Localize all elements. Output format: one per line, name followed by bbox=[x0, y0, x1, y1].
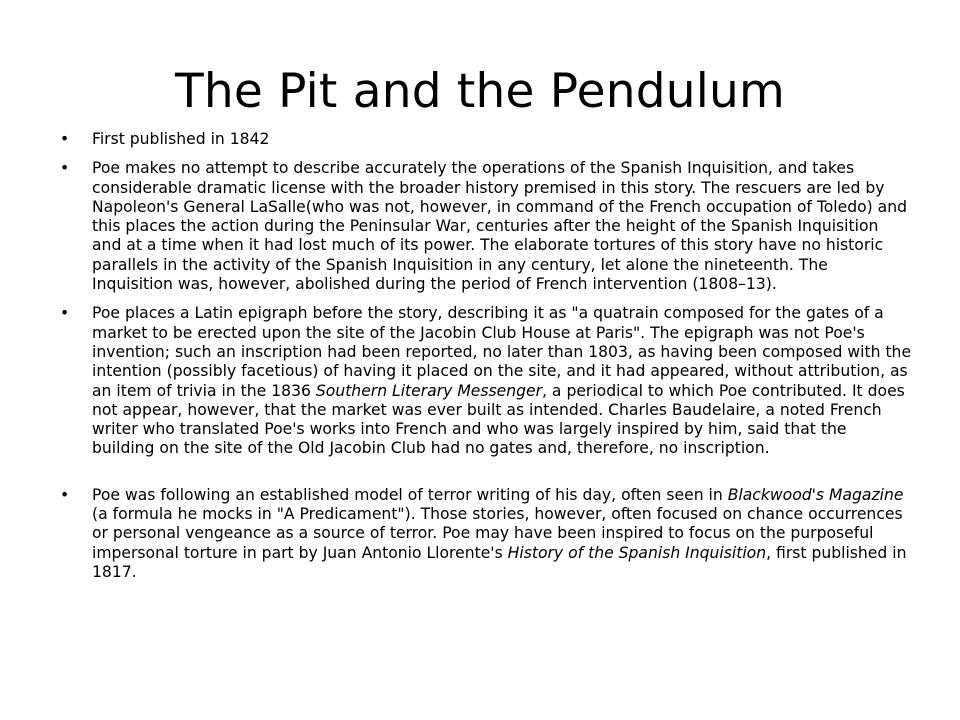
bullet-list bbox=[60, 130, 912, 592]
bullet-icon: • bbox=[60, 485, 70, 504]
slide-title: The Pit and the Pendulum bbox=[175, 64, 785, 119]
bullet-text: First published in 1842 bbox=[92, 130, 270, 148]
bullet-text: , a periodical to which Poe contributed. It does not appear, however, that the market was ever built as intended. Charles Baudelaire, a noted French writer who translated Poe's works into French and who was largely inspired by him, said that the building on the site of the Old Jacobin Club had no gates and, therefore, no inscription. bbox=[92, 381, 905, 458]
bullet-icon: • bbox=[60, 159, 70, 178]
bullet-text: Poe makes no attempt to describe accurately the operations of the Spanish Inquisition, and takes considerable dramatic license with the broader history premised in this story. The rescuers are led by Napoleon's General LaSalle(who was not, however, in command of the French occupation of Toledo) and this places the action during the Peninsular War, centuries after the height of the Spanish Inquisition and at a time when it had lost much of its power. The elaborate tortures of this story have no historic parallels in the activity of the Spanish Inquisition in any century, let alone the nineteenth. The Inquisition was, however, abolished during the period of French intervention (1808–13). bbox=[92, 159, 908, 294]
bullet-text: Poe places a Latin epigraph before the story, describing it as "a quatrain composed for the gates of a market to be erected upon the site of the Jacobin Club House at Paris". The epigraph was not Poe's invention; such an inscription had been reported, no later than 1803, as having been composed with the intention (possibly facetious) of having it placed on the site, and it had appeared, without attribution, as an item of trivia in the 1836 bbox=[92, 304, 912, 400]
bullet-item-history bbox=[60, 159, 912, 294]
magazine-title: Blackwood's Magazine bbox=[727, 485, 904, 504]
bullet-icon: • bbox=[60, 304, 70, 323]
periodical-title: Southern Literary Messenger bbox=[315, 381, 543, 400]
bullet-item-epigraph bbox=[60, 304, 912, 458]
bullet-text: , first published in 1817. bbox=[92, 543, 907, 581]
bullet-text: Poe was following an established model of terror writing of his day, often seen in bbox=[92, 485, 728, 504]
bullet-text: (a formula he mocks in "A Predicament"). Those stories, however, often focused on chance occurrences or personal vengeance as a source of terror. Poe may have been inspired to focus on the purposeful impersonal torture in part by Juan Antonio Llorente's bbox=[92, 505, 903, 562]
bullet-item-publication bbox=[60, 130, 912, 149]
bullet-icon: • bbox=[60, 130, 70, 148]
book-title: History of the Spanish Inquisition bbox=[507, 543, 767, 562]
bullet-item-terror-model bbox=[60, 485, 912, 582]
